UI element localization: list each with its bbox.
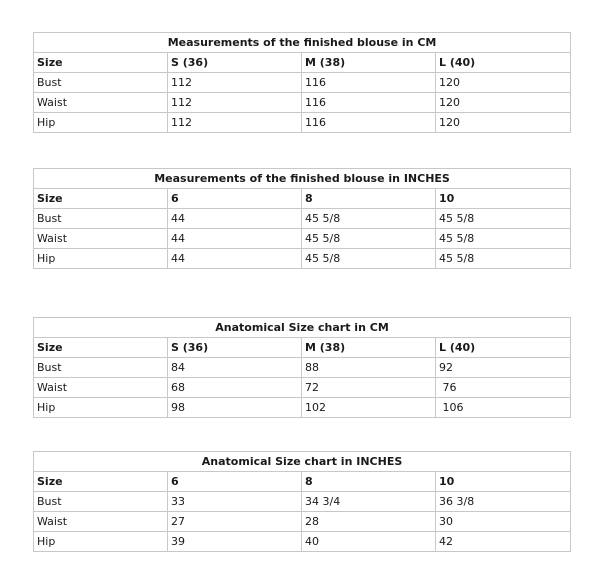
table-cell: 92 bbox=[436, 358, 571, 378]
column-header: L (40) bbox=[436, 53, 571, 73]
table-cell: 42 bbox=[436, 532, 571, 552]
column-header: Size bbox=[34, 189, 168, 209]
table-cell: 44 bbox=[168, 249, 302, 269]
table-cell: 28 bbox=[302, 512, 436, 532]
column-header: 6 bbox=[168, 472, 302, 492]
table-cell: 45 5/8 bbox=[302, 249, 436, 269]
column-header: 10 bbox=[436, 189, 571, 209]
table-row bbox=[34, 512, 571, 532]
row-label: Waist bbox=[34, 378, 168, 398]
table-row bbox=[34, 358, 571, 378]
table-cell: 112 bbox=[168, 73, 302, 93]
table-title-row bbox=[34, 33, 571, 53]
table-cell: 112 bbox=[168, 113, 302, 133]
table-cell: 76 bbox=[436, 378, 571, 398]
finished-blouse-cm-table bbox=[33, 32, 571, 133]
table-header-row bbox=[34, 338, 571, 358]
finished-blouse-inches-table bbox=[33, 168, 571, 269]
table-cell: 88 bbox=[302, 358, 436, 378]
column-header: S (36) bbox=[168, 338, 302, 358]
column-header: 8 bbox=[302, 189, 436, 209]
row-label: Bust bbox=[34, 492, 168, 512]
table-cell: 45 5/8 bbox=[436, 209, 571, 229]
table-row bbox=[34, 532, 571, 552]
column-header: 10 bbox=[436, 472, 571, 492]
column-header: M (38) bbox=[302, 338, 436, 358]
table-cell: 27 bbox=[168, 512, 302, 532]
column-header: 6 bbox=[168, 189, 302, 209]
table-cell: 39 bbox=[168, 532, 302, 552]
row-label: Bust bbox=[34, 73, 168, 93]
table-cell: 116 bbox=[302, 93, 436, 113]
table-cell: 116 bbox=[302, 113, 436, 133]
table-cell: 116 bbox=[302, 73, 436, 93]
anatomical-size-cm-table bbox=[33, 317, 571, 418]
table-cell: 120 bbox=[436, 113, 571, 133]
column-header: Size bbox=[34, 472, 168, 492]
table-row bbox=[34, 229, 571, 249]
table-cell: 102 bbox=[302, 398, 436, 418]
table-cell: 120 bbox=[436, 93, 571, 113]
table-cell: 106 bbox=[436, 398, 571, 418]
column-header: L (40) bbox=[436, 338, 571, 358]
anatomical-size-inches-table bbox=[33, 451, 571, 552]
table-title: Anatomical Size chart in INCHES bbox=[34, 452, 571, 472]
column-header: M (38) bbox=[302, 53, 436, 73]
row-label: Bust bbox=[34, 209, 168, 229]
table-header-row bbox=[34, 472, 571, 492]
table-cell: 120 bbox=[436, 73, 571, 93]
table-cell: 98 bbox=[168, 398, 302, 418]
table-cell: 40 bbox=[302, 532, 436, 552]
table-cell: 72 bbox=[302, 378, 436, 398]
table-row bbox=[34, 378, 571, 398]
table-row bbox=[34, 93, 571, 113]
table-title: Measurements of the finished blouse in INCHES bbox=[34, 169, 571, 189]
row-label: Waist bbox=[34, 512, 168, 532]
table-cell: 36 3/8 bbox=[436, 492, 571, 512]
table-cell: 44 bbox=[168, 209, 302, 229]
table-cell: 84 bbox=[168, 358, 302, 378]
table-title-row bbox=[34, 452, 571, 472]
column-header: Size bbox=[34, 338, 168, 358]
table-title-row bbox=[34, 169, 571, 189]
table-row bbox=[34, 73, 571, 93]
table-cell: 45 5/8 bbox=[302, 209, 436, 229]
row-label: Waist bbox=[34, 93, 168, 113]
table-cell: 45 5/8 bbox=[436, 229, 571, 249]
table-cell: 45 5/8 bbox=[302, 229, 436, 249]
table-title-row bbox=[34, 318, 571, 338]
table-row bbox=[34, 249, 571, 269]
row-label: Hip bbox=[34, 398, 168, 418]
table-cell: 112 bbox=[168, 93, 302, 113]
row-label: Hip bbox=[34, 249, 168, 269]
column-header: 8 bbox=[302, 472, 436, 492]
table-header-row bbox=[34, 189, 571, 209]
table-row bbox=[34, 398, 571, 418]
table-title: Anatomical Size chart in CM bbox=[34, 318, 571, 338]
table-cell: 30 bbox=[436, 512, 571, 532]
table-row bbox=[34, 492, 571, 512]
table-row bbox=[34, 209, 571, 229]
row-label: Waist bbox=[34, 229, 168, 249]
table-cell: 68 bbox=[168, 378, 302, 398]
row-label: Hip bbox=[34, 113, 168, 133]
table-header-row bbox=[34, 53, 571, 73]
row-label: Hip bbox=[34, 532, 168, 552]
column-header: S (36) bbox=[168, 53, 302, 73]
table-cell: 44 bbox=[168, 229, 302, 249]
table-cell: 45 5/8 bbox=[436, 249, 571, 269]
table-cell: 34 3/4 bbox=[302, 492, 436, 512]
column-header: Size bbox=[34, 53, 168, 73]
table-cell: 33 bbox=[168, 492, 302, 512]
row-label: Bust bbox=[34, 358, 168, 378]
table-row bbox=[34, 113, 571, 133]
table-title: Measurements of the finished blouse in CM bbox=[34, 33, 571, 53]
